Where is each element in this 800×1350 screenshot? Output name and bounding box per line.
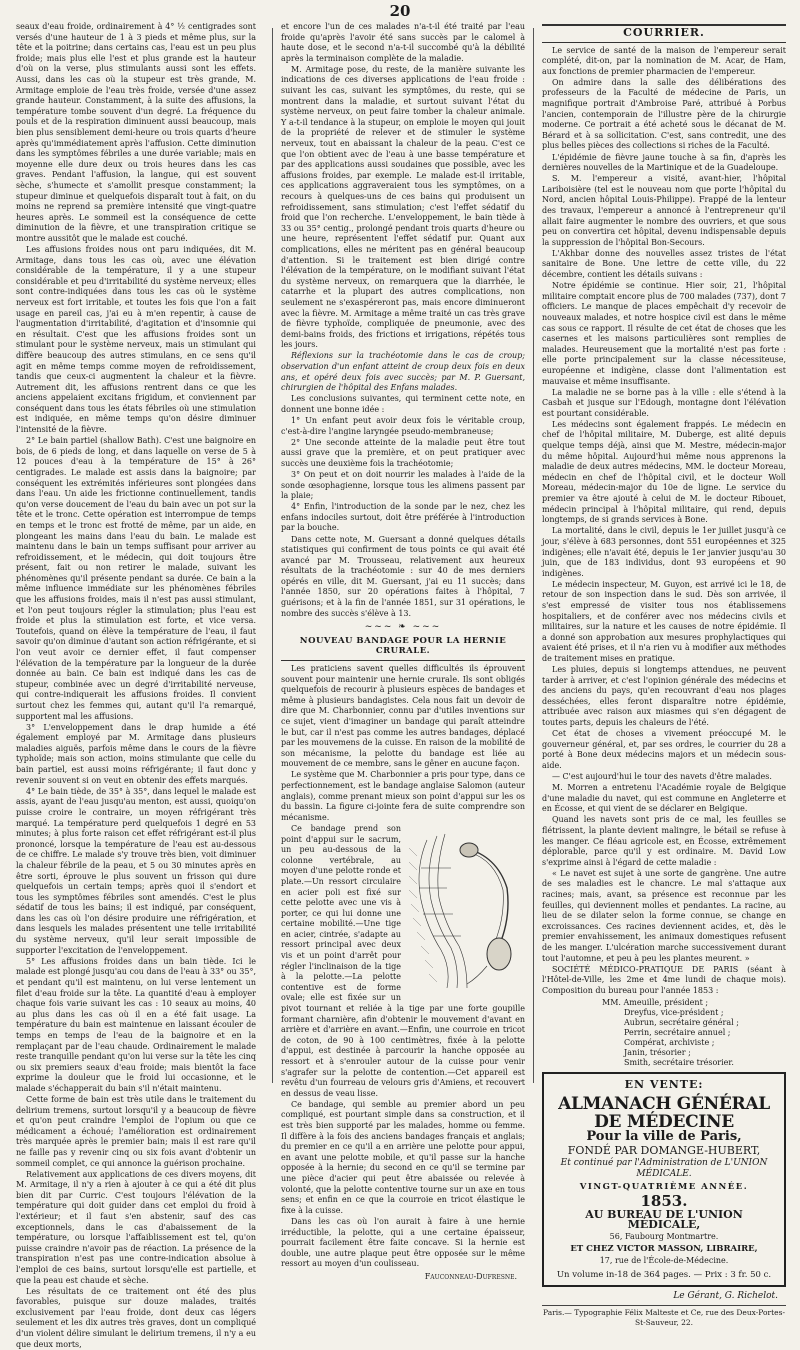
paragraph: Les praticiens savent quelles difficultés ils éprouvent souvent pour maintenir une hernie crurale. Ils sont obligés quelquefois de recourir à plusieurs espèces de bandages et même à plusieurs bandagistes. Cela nous fait un devoir de dire que M. Charbonnier, connu par d'utiles inventions sur ce sujet, vient d'imaginer un bandage qui paraît atteindre le but, car il n'est pas comme les autres bandages, déplacé par les mouvemens de la cuisse. En raison de la mobilité de son mécanisme, la pelotte du bandage est liée au mouvement de ce membre, sans le gêner en aucune façon. xyxy=(281,664,525,769)
paragraph: Le médecin inspecteur, M. Guyon, est arrivé ici le 18, de retour de son inspection dans le sud. Dès son arrivée, il s'est empressé de visiter tous nos établissemens hospitaliers, et de conférer avec nos médecins civils et militaires, sur la nature et les causes de notre épidémie. Il a donné son approbation aux mesures prophylactiques qui avaient été prises, et il n'a rien vu à modifier aux méthodes de traitement mises en pratique. xyxy=(542,579,786,663)
list-item: Janin, trésorier ; xyxy=(624,1048,691,1058)
paragraph: SOCIÉTÉ MÉDICO-PRATIQUE DE PARIS (séant à l'Hôtel-de-Ville, les 2me et 4me lundi de chaque mois). Composition du bureau pour l'année 1853 : xyxy=(542,964,786,995)
paragraph: La maladie ne se borne pas à la ville : elle s'étend à la Casbah et jusque sur l'Edough, montagne dont l'élévation est pourtant considérable. xyxy=(542,387,786,418)
paragraph: Dans cette note, M. Guersant a donné quelques détails statistiques qui confirment de tous points ce qui avait été avancé par M. Trousseau, relativement aux heureux résultats de la trachéotomie : sur 40 de mes derniers opérés en ville, dit M. Guersant, j'ai eu 11 succès; dans l'année 1850, sur 20 opérations faites à l'hôpital, 7 guérisons; et à la fin de l'année 1851, sur 31 opérations, le nombre des succès s'élève à 13. xyxy=(281,534,525,618)
list-item: Compérat, archiviste ; xyxy=(624,1038,715,1048)
paragraph: Quand les navets sont pris de ce mal, les feuilles se flétrissent, la plante devient malingre, le bétail se refuse à les manger. Ce fléau agricole est, en Écosse, extrêmement déplorable, parce qu'il y est ordinaire. M. David Low s'exprime ainsi à l'égard de cette maladie : xyxy=(542,815,786,867)
paragraph: Les conclusions suivantes, qui terminent cette note, en donnent une bonne idée : xyxy=(281,394,525,414)
paragraph: M. Armitage pose, du reste, de la manière suivante les indications de ces diverses applications de l'eau froide : suivant les cas, suivant les symptômes, du reste, qui se montrent dans la maladie, et surtout suivant l'état du système nerveux, on peut faire tomber la chaleur animale. Y a-t-il tendance à la stupeur, on emploie le moyen qui jouit de la propriété de relever et de stimuler le système nerveux, tout en abaissant la chaleur de la peau. C'est ce que l'on obtient avec de l'eau à une basse température et par des applications aussi soudaines que possible, avec les affusions froides, par exemple. Le malade est-il irritable, ces applications aggraveraient tous les symptômes, on a recours à quelques-uns de ces bains qui produisent un refroidissement, sans stimulation; c'est l'effet sédatif du froid que l'on recherche. L'enveloppement, le bain tiède à 33 ou 35° centig., prolongé pendant trois quarts d'heure ou une heure, représentent l'effet sédatif pur. Quant aux complications, elles ne méritent pas en général beaucoup d'attention. Si le traitement est bien dirigé contre l'élévation de la température, on le modifiant suivant l'état du système nerveux, on remarquera que la diarrhée, le catarrhe et la plupart des autres complications, non seulement ne s'exaspéreront pas, mais encore diminueront avec la fièvre. M. Armitage a même traité un cas très grave de fièvre typhoïde, compliquée de pneumonie, avec des demi-bains froids, des frictions et irrigations, répétés tous les jours. xyxy=(281,64,525,350)
paragraph: Notre épidémie se continue. Hier soir, 21, l'hôpital militaire comptait encore plus de 700 malades (737), dont 7 officiers. Le manque de places empêchait d'y recevoir de nouveaux malades, et notre hospice civil est dans le même cas sous ce rapport. Il résulte de cet état de choses que les casernes et les maisons particulières sont remplies de malades. Heureusement que la mortalité n'est pas forte : elle porte principalement sur la classe nécessiteuse, européenne et indigène, classe dont l'alimentation est mauvaise et même insuffisante. xyxy=(542,281,786,386)
paragraph: Cette forme de bain est très utile dans le traitement du delirium tremens, surtout lorsqu'il y a beaucoup de fièvre et qu'on peut craindre l'emploi de l'opium ou que ce médicament a échoué; l'amélioration est ordinairement très marquée après le premier bain; mais il est rare qu'il ne faille pas y revenir cinq ou six fois avant d'obtenir un sommeil complet, ce qui annonce la guérison prochaine. xyxy=(16,1094,256,1168)
bandage-illustration xyxy=(407,828,525,992)
column-divider xyxy=(272,28,273,1083)
ad-title: ALMANACH GÉNÉRAL DE MÉDECINE xyxy=(558,1094,770,1133)
member-list xyxy=(602,998,786,1068)
paragraph: Ce bandage, qui semble au premier abord un peu compliqué, est pourtant simple dans sa construction, et il est très bien supporté par les malades, homme ou femme. Il diffère à la fois des anciens bandages français et anglais; du premier en ce qu'il a en arrière une pelotte pour appui, en avant une pelotte mobile, et qu'il passe sur la hanche opposée à la hernie; du second en ce qu'il se termine par une pièce d'acier qui peut être abaissée ou relevée à volonté, que la pelotte contentive tourne sur un axe en tous sens; et enfin en ce que la courroie en tricot élastique le fixe à la cuisse. xyxy=(281,1099,525,1215)
paragraph: Le système que M. Charbonnier a pris pour type, dans ce perfectionnement, est le bandage anglaise Salomon (auteur anglais), comme prenant mieux son point d'appui sur les os du bassin. La figure ci-jointe fera de suite comprendre son mécanisme. xyxy=(281,770,525,822)
paragraph: Les affusions froides nous ont paru indiquées, dit M. Armitage, dans tous les cas où, avec une élévation considérable de la température, il y a une stupeur considérable et peu d'irritabilité du système nerveux; elles sont contre-indiquées dans tous les cas où le système nerveux est fort irritable, et toutes les fois que l'on a fait usage en pareil cas, j'ai eu à m'en repentir, à cause de l'augmentation d'irritabilité, d'agitation et d'insomnie qui en résultait. C'est que les affusions froides sont un stimulant pour le système nerveux, mais un stimulant qui diffère beaucoup des autres stimulans, en ce sens qu'il agit en même temps comme moyen de refroidissement, tandis que ceux-ci augmentent la chaleur et la fièvre. Autrement dit, les affusions rentrent dans ce que les anciens appelaient excitans frigidum, et conviennent par conséquent dans tous les états fébriles où une stimulation est indiquée, en même temps qu'on désire diminuer l'intensité de la fièvre. xyxy=(16,244,256,435)
section-heading-courrier: COURRIER. xyxy=(623,26,705,39)
divider xyxy=(281,660,525,661)
ad-address: 17, rue de l'École-de-Médecine. xyxy=(599,1255,729,1265)
paragraph: 2° Une seconde atteinte de la maladie peut être tout aussi grave que la première, et on peut pratiquer avec succès une deuxième fois la trachéotomie; xyxy=(281,437,525,468)
ad-continued: Et continué par l'Administration de L'UNION MÉDICALE. xyxy=(560,1158,768,1179)
paragraph: Les pluies, depuis si longtemps attendues, ne peuvent tarder à arriver, et c'est l'opinion générale des médecins et des anciens du pays, qu'en recouvrant d'eau nos plages desséchées, elles feront disparaître notre épidémie, attribuée avec raison aux miasmes qui s'en dégagent de toutes parts, depuis les chaleurs de l'été. xyxy=(542,665,786,727)
divider xyxy=(542,42,786,43)
bandage-figure-svg xyxy=(407,828,525,992)
column-middle xyxy=(281,22,525,1281)
paragraph: — C'est aujourd'hui le tour des navets d'être malades. xyxy=(552,771,772,781)
paragraph: M. Morren a entretenu l'Académie royale de Belgique d'une maladie du navet, qui est commune en Angleterre et en Écosse, et qui vient de se déclarer en Belgique. xyxy=(542,783,786,814)
paragraph: et encore l'un de ces malades n'a-t-il été traité par l'eau froide qu'après l'avoir été sans succès par le calomel à haute dose, et le second n'a-t-il succombé qu'à la débilité après la terminaison complète de la maladie. xyxy=(281,22,525,63)
paragraph: seaux d'eau froide, ordinairement à 4° ½ centigrades sont versés d'une hauteur de 1 à 3 pieds et même plus, sur la tête et la poitrine; dans certains cas, l'eau est un peu plus froide; mais plus elle l'est et plus grande est la hauteur d'où on la verse, plus stimulants aussi sont les effets. Aussi, dans les cas où la stupeur est très grande, M. Armitage emploie de l'eau très froide, versée d'une assez grande hauteur. Constamment, à la suite des affusions, la température tombe souvent d'un degré. La fréquence du pouls et de la respiration diminuent aussi beaucoup, mais bien plus sensiblement demi-heure ou trois quarts d'heure après qu'immédiatement après l'affusion. Cette diminution dans les symptômes fébriles a une durée variable; mais en moyenne elle dure deux ou trois heures dans les cas graves. Pendant l'affusion, la langue, qui est souvent sèche, s'humecte et s'amollit presque constamment; la stupeur diminue et quelquefois disparaît tout à fait, on du moins ne reprend sa première intensité que vingt-quatre heures après. Le sommeil est la conséquence de cette diminution de la fièvre, et une transpiration critique se montre aussitôt que le malade est couché. xyxy=(16,22,256,243)
paragraph: L'épidémie de fièvre jaune touche à sa fin, d'après les dernières nouvelles de la Martinique et de la Guadeloupe. xyxy=(542,152,786,173)
ad-founded: FONDÉ PAR DOMANGE-HUBERT, xyxy=(567,1143,761,1157)
paragraph: L'Akhbar donne des nouvelles assez tristes de l'état sanitaire de Bone. Une lettre de cette ville, du 22 décembre, contient les détails suivans : xyxy=(542,248,786,280)
paragraph: On admire dans la salle des délibérations des professeurs de la Faculté de médecine de Paris, un magnifique portrait d'Ambroise Paré, attribué à Porbus l'ancien, contemporain de l'illustre père de la chirurgie moderne. Ce portrait a été acheté sous le décanat de M. Bérard et à sa sollicitation. C'est, sans contredit, une des plus belles pièces des collections si riches de la Faculté. xyxy=(542,77,786,151)
gerant-signature: Le Gérant, G. Richelot. xyxy=(673,1291,778,1302)
ad-address: 56, Faubourg Montmartre. xyxy=(609,1231,719,1241)
list-item: MM. Ameuille, président ; xyxy=(602,998,709,1008)
paragraph: La mortalité, dans le civil, depuis le 1er juillet jusqu'à ce jour, s'élève à 683 personnes, dont 551 européennes et 325 indigènes; elle n'avait été, depuis le 1er janvier jusqu'au 30 juin, que de 183 individus, dont 93 européens et 90 indigènes. xyxy=(542,526,786,578)
paragraph: 4° Enfin, l'introduction de la sonde par le nez, chez les enfans indociles surtout, doit être préférée à l'introduction par la bouche. xyxy=(281,502,525,533)
paragraph: Les médecins sont également frappés. Le médecin en chef de l'hôpital militaire, M. Duberge, est alité depuis quelque temps déjà, ainsi que M. Mestre, médecin-major du même hôpital. Aujourd'hui même nous apprenons la maladie de deux autres médecins, MM. le docteur Moreau, médecin en chef de l'hôpital civil, et le docteur Woll Moreau, médecin-major du 10e de ligne. Le service du premier va être ajouté à celui de M. le docteur Ribouet, médecin principal à l'hôpital militaire, qui rend, depuis longtemps, de si grands services à Bone. xyxy=(542,419,786,525)
paragraph: Cet état de choses a vivement préoccupé M. le gouverneur général, et, par ses ordres, le courrier du 28 a porté à Bone deux médecins majors et un médecin sous-aide. xyxy=(542,729,786,770)
ad-edition: VINGT-QUATRIÈME ANNÉE. xyxy=(579,1182,749,1193)
paragraph: S. M. l'empereur a visité, avant-hier, l'hôpital Lariboisière (tel est le nouveau nom que porte l'hôpital du Nord, ancien hôpital Louis-Philippe). Frappé de la lenteur des travaux, l'empereur a annoncé à l'entrepreneur qu'il allait faire augmenter le nombre des ouvriers, et que sous peu on convertira cet hôpital, devenu indispensable depuis la suppression de l'hôpital Bon-Secours. xyxy=(542,174,786,247)
ad-volume-price: Un volume in-18 de 364 pages. — Prix : 3 fr. 50 c. xyxy=(556,1269,772,1280)
paragraph: « Le navet est sujet à une sorte de gangrène. Une autre de ses maladies est le chancre. Le mal s'attaque aux racines; mais, avant, sa présence est reconnue par les feuilles, qui deviennent molles et pendantes. La racine, au lieu de se dilater selon la forme connue, se change en excroissances. Ces racines deviennent acides, et, dès le premier envahissement, les animaux domestiques refusent de les manger. L'ulcération marche successivement durant tout l'automne, et peu à peu les plantes meurent. » xyxy=(542,868,786,963)
list-item: Smith, secrétaire trésorier. xyxy=(624,1058,734,1068)
advertisement-box xyxy=(542,1072,786,1287)
column-right xyxy=(542,22,786,1328)
paragraph: Les résultats de ce traitement ont été des plus favorables, puisque sur douze malades, traités exclusivement par l'eau froide, dont deux cas légers seulement et les dix autres très graves, dont un compliqué d'un violent délire simulant le delirium tremens, il n'y a eu que deux morts, xyxy=(16,1286,256,1349)
page-number: 20 xyxy=(389,2,411,20)
printer-imprint: Paris.— Typographie Félix Malteste et Ce, rue des Deux-Portes-St-Sauveur, 22. xyxy=(542,1305,786,1329)
paragraph: Dans les cas où l'on aurait à faire à une hernie irréductible, la pelotte, qui a une certaine épaisseur, pourrait facilement être faite concave. Si la hernie est double, une autre plaque peut être opposée sur le même ressort au moyen d'un coulisseau. xyxy=(281,1216,525,1269)
ad-subtitle: Pour la ville de Paris, xyxy=(586,1129,742,1145)
paragraph: 1° Un enfant peut avoir deux fois le véritable croup, c'est-à-dire l'angine laryngée pseudo-membraneuse; xyxy=(281,415,525,436)
list-item: Dreyfus, vice-président ; xyxy=(624,1008,724,1018)
ad-en-vente: EN VENTE: xyxy=(624,1078,704,1092)
ad-bureau: AU BUREAU DE L'UNION MÉDICALE, xyxy=(585,1207,743,1232)
column-divider xyxy=(533,28,534,1083)
article-heading: NOUVEAU BANDAGE POUR LA HERNIE CRURALE. xyxy=(299,635,507,657)
author-signature: Fauconneau-Dufresne. xyxy=(424,1271,517,1281)
list-item: Aubrun, secrétaire général ; xyxy=(624,1018,739,1028)
paragraph: 4° Le bain tiède, de 35° à 35°, dans lequel le malade est assis, ayant de l'eau jusqu'au menton, est aussi, quoiqu'on puisse croire le contraire, un moyen réfrigérant très marqué. La température perd quelquefois 1 degré en 53 minutes; à plus forte raison cet effet réfrigérant est-il plus prononcé, lorsque la température de l'eau est au-dessous de ce chiffre. Le malade s'y trouve très bien, voit diminuer la chaleur fébrile de la peau, et 5 ou 30 minutes après en être sorti, éprouve le plus souvent un frisson qui dure quelquefois un certain temps; après quoi il s'endort et tous les symptômes fébriles sont amendés. C'est le plus sédatif de tous les bains; il est indiqué, par conséquent, dans les cas où l'on désire produire une réfrigération, et dans lesquels les malades présentent une telle irritabilité du système nerveux, qu'il leur serait impossible de supporter l'excitation de l'enveloppement. xyxy=(16,786,256,955)
reflexions-heading: Réflexions sur la trachéotomie dans le cas de croup; observation d'un enfant atteint de croup deux fois en deux ans, et opéré deux fois avec succès; par M. P. Guersant, chirurgien de l'hôpital des Enfans malades. xyxy=(281,351,525,393)
paragraph: 2° Le bain partiel (shallow Bath). C'est une baignoire en bois, de 6 pieds de long, et dans laquelle on verse de 5 à 12 pouces d'eau à la température de 15° à 26° centigrades. Le malade est assis dans la baignoire; par conséquent les extrémités inférieures sont plongées dans dans l'eau. Un aide les frictionne continuellement, tandis qu'on verse doucement de l'eau du bain avec un pot sur la tête et le tronc. Cette opération est interrompue de temps en temps et le tronc est frotté de même, par un aide, en plongeant les mains dans l'eau du bain. Le malade est maintenu dans le bain un temps suffisant pour arriver au refroidissement, et le médecin, qui doit toujours être présent, fait ou non retirer le malade, suivant les phénomènes qu'il présente pendant sa durée. Ce bain a la même influence immédiate sur les phénomènes fébriles que les affusions froides, mais il n'est pas aussi stimulant, et l'on peut toujours régler la stimulation; plus l'eau est froide et plus la stimulation est forte, et vice versa. Toutefois, quand on élève la température de l'eau, il faut savoir qu'on diminue d'autant son action réfrigérante, et si l'on veut avoir ce dernier effet, il faut compenser l'élévation de la température par la longueur de la durée donnée au bain. Ce bain est indiqué dans les cas de stupeur, combinée avec un degré d'irritabilité nerveuse, qui contre-indiquerait les affusions froides. Il convient surtout chez les femmes qui, autant qu'il l'a remarqué, supportent mal les affusions. xyxy=(16,436,256,721)
paragraph: 3° L'enveloppement dans le drap humide a été également employé par M. Armitage dans plusieurs maladies aiguës, parfois même dans le cours de la fièvre typhoïde; mais son action, moins stimulante que celle du bain partiel, est aussi moins réfrigérante; il faut donc y revenir souvent si on veut en obtenir des effets marqués. xyxy=(16,722,256,785)
paragraph: Relativement aux applications de ces divers moyens, dit M. Armitage, il n'y a rien à ajouter à ce qui a été dit plus bien dit par Curric. C'est toujours l'élévation de la température qui doit guider dans cet emploi du froid à l'extérieur; et il faut s'en abstenir, sauf des cas exceptionnels, dans le cas d'abaissement de la température, ou lorsque l'affaiblissement est tel, qu'on puisse craindre n'avoir pas de réaction. La présence de la transpiration n'est pas une contre-indication absolue à l'emploi de ces bains, surtout lorsqu'elle est partielle, et que la peau est chaude et sèche. xyxy=(16,1169,256,1285)
paragraph: 3° On peut et on doit nourrir les malades à l'aide de la sonde œsophagienne, lorsque tous les alimens passent par la plaie; xyxy=(281,469,525,501)
paragraph: Ce bandage prend son point d'appui sur le sacrum, un peu au-dessous de la colonne vertébrale, au moyen d'une pelotte ronde et plate.—Un ressort circulaire en acier poli est fixé sur cette pelotte avec une vis à porter, ce qui lui donne une certaine mobilité.—Une tige en acier, cintrée, s'adapte au ressort principal avec deux vis et un point d'arrêt pour régler l'inclinaison de la tige à la pelotte.—La pelotte contentive est de forme ovale; elle est fixée sur un pivot tournant et reliée à la tige par une forte goupille formant charnière, afin d'obtenir le mouvement d'avant en arrière et d'arrière en avant.—Enfin, une courroie en tricot de coton, de 90 à 100 centimètres, fixée à la pelotte d'appui, est destinée à parcourir la hanche opposée au ressort et à s'enrouler autour de la cuisse pour venir s'agrafer sur la pelotte de contention.—Cet appareil est revêtu d'un fourreau de velours gris d'Amiens, et recouvert en dessus de veau lisse. xyxy=(281,823,525,1098)
ad-year: 1853. xyxy=(640,1192,688,1210)
ad-publisher: ET CHEZ VICTOR MASSON, LIBRAIRE, xyxy=(570,1244,758,1255)
paragraph: Le service de santé de la maison de l'empereur serait complété, dit-on, par la nomination de M. Acar, de Ham, aux fonctions de premier pharmacien de l'empereur. xyxy=(542,45,786,76)
column-left xyxy=(16,22,256,1349)
paragraph: 5° Les affusions froides dans un bain tiède. Ici le malade est plongé jusqu'au cou dans de l'eau à 33° ou 35°, et pendant qu'il est maintenu, on lui verse lentement un filet d'eau froide sur la tête. La quantité d'eau à employer chaque fois varie suivant les cas : 10 seaux au moins, 40 au plus dans les cas où il en a été fait usage. La température du bain est maintenue en laissant écouler de temps en temps de l'eau de la baignoire et en la remplaçant par de l'eau chaude. Ordinairement le malade reste tranquille pendant qu'on lui verse sur la tête les cinq ou six premiers seaux d'eau froide; mais bientôt la face exprime la douleur que le froid lui occasionne, et le malade s'échapperait du bain s'il n'était maintenu. xyxy=(16,956,256,1093)
section-ornament: ~~~ ❧ ~~~ xyxy=(364,622,442,633)
list-item: Perrin, secrétaire annuel ; xyxy=(624,1028,731,1038)
